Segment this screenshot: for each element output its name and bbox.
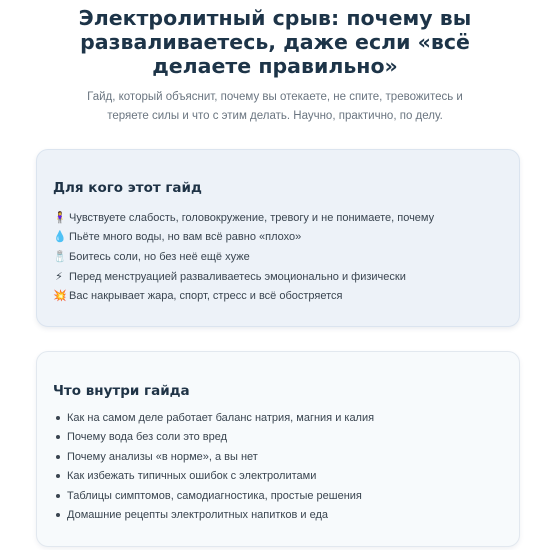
list-item [53, 447, 374, 467]
water-drop-icon: 💧 [53, 231, 67, 244]
whats-inside-card [36, 351, 520, 547]
page-subtitle: Гайд, который объяснит, почему вы отекаете, не спите, тревожитесь и теряете силы и что с этим делать. Научно, практично, по делу. [87, 91, 463, 122]
list-item-text: Почему вода без соли это вред [67, 431, 228, 444]
list-item-text: Чувствуете слабость, головокружение, тревогу и не понимаете, почему [69, 211, 435, 224]
list-item [53, 267, 434, 287]
list-item-text: Таблицы симптомов, самодиагностика, простые решения [67, 489, 362, 502]
explosion-icon: 💥 [53, 290, 67, 303]
list-item-text: Боитесь соли, но без неё ещё хуже [69, 250, 250, 263]
list-item [53, 208, 434, 228]
woman-standing-icon: 🧍‍♀️ [53, 211, 67, 224]
bullet-icon [56, 494, 60, 498]
list-item [53, 408, 374, 428]
list-item [53, 247, 434, 267]
list-item-text: Домашние рецепты электролитных напитков и еда [67, 509, 328, 522]
lightning-icon: ⚡ [55, 270, 63, 283]
whats-inside-title: Что внутри гайда [53, 383, 190, 399]
salt-shaker-icon: 🧂 [53, 250, 67, 263]
list-item [53, 506, 374, 526]
list-item-text: Как на самом деле работает баланс натрия, магния и калия [67, 411, 375, 424]
list-item [53, 228, 434, 248]
bullet-icon [56, 416, 60, 420]
bullet-icon [56, 513, 60, 517]
bullet-icon [56, 435, 60, 439]
for-whom-card [36, 149, 520, 327]
list-item [53, 286, 434, 306]
bullet-icon [56, 455, 60, 459]
bullet-icon [56, 474, 60, 478]
list-item-text: Вас накрывает жара, спорт, стресс и всё обостряется [69, 290, 343, 303]
list-item [53, 486, 374, 506]
list-item-text: Как избежать типичных ошибок с электролитами [67, 470, 317, 483]
list-item [53, 428, 374, 448]
list-item-text: Пьёте много воды, но вам всё равно «плохо» [69, 231, 302, 244]
list-item [53, 467, 374, 487]
page-title: Электролитный срыв: почему вы разваливаетесь, даже если «всё делаете правильно» [78, 6, 472, 78]
for-whom-title: Для кого этот гайд [53, 180, 202, 196]
for-whom-list [53, 208, 434, 306]
list-item-text: Перед менструацией разваливаетесь эмоционально и физически [69, 270, 406, 283]
list-item-text: Почему анализы «в норме», а вы нет [67, 450, 258, 463]
whats-inside-list [53, 408, 374, 525]
